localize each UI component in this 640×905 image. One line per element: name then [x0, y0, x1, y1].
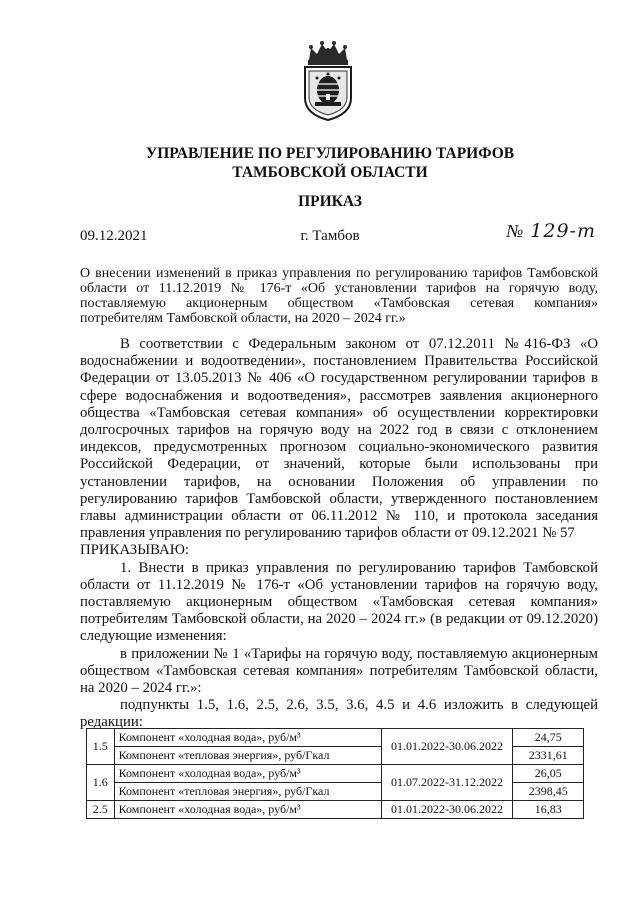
document-type: ПРИКАЗ [298, 193, 362, 210]
org-title-line1: УПРАВЛЕНИЕ ПО РЕГУЛИРОВАНИЮ ТАРИФОВ [145, 145, 515, 162]
order-body [80, 336, 598, 732]
row-number: 1.6 [87, 765, 115, 801]
value-cell: 16,83 [513, 801, 584, 819]
order-city: г. Тамбов [300, 228, 360, 244]
row-number: 1.5 [87, 729, 115, 765]
component-cell: Компонент «холодная вода», руб/м³ [114, 765, 381, 783]
order-number [506, 220, 596, 242]
table-row [87, 801, 584, 819]
component-cell: Компонент «холодная вода», руб/м³ [114, 801, 381, 819]
period-cell: 01.07.2022-31.12.2022 [381, 765, 513, 801]
component-cell: Компонент «холодная вода», руб/м³ [114, 729, 381, 747]
row-number: 2.5 [87, 801, 115, 819]
order-word: ПРИКАЗЫВАЮ: [80, 542, 190, 559]
order-subject: О внесении изменений в приказ управления по регулированию тарифов Тамбовской области от 11.12.2019 № 176-т «Об установлении тарифов на горячую воду, поставляемую акционерным обществом «Тамбовская сетевая компания» потребителям Тамбовской области, на 2020 – 2024 гг.» [80, 266, 598, 326]
tambov-coat-of-arms-icon [297, 40, 359, 122]
org-title-line2: ТАМБОВСКОЙ ОБЛАСТИ [232, 164, 428, 181]
period-cell: 01.01.2022-30.06.2022 [381, 801, 513, 819]
order-date: 09.12.2021 [80, 228, 148, 244]
period-cell: 01.01.2022-30.06.2022 [381, 729, 513, 765]
component-cell: Компонент «тепловая энергия», руб/Гкал [114, 747, 381, 765]
value-cell: 2398,45 [513, 783, 584, 801]
order-number-handwritten: 129-т [530, 220, 596, 242]
component-cell: Компонент «тепловая энергия», руб/Гкал [114, 783, 381, 801]
appendix-paragraph: в приложении № 1 «Тарифы на горячую воду, поставляемую акционерным обществом «Тамбовская сетевая компания» потребителям Тамбовской области, на 2020 – 2024 гг.»: [80, 645, 598, 697]
value-cell: 2331,61 [513, 747, 584, 765]
tariff-table [86, 728, 584, 819]
subpoints-paragraph: подпункты 1.5, 1.6, 2.5, 2.6, 3.5, 3.6, 4.5 и 4.6 изложить в следующей редакции: [80, 697, 598, 731]
table-row [87, 729, 584, 747]
value-cell: 26,05 [513, 765, 584, 783]
organization-title [60, 144, 600, 182]
order-number-prefix: № [506, 221, 525, 241]
item-1-paragraph: 1. Внести в приказ управления по регулированию тарифов Тамбовской области от 11.12.2019 № 176-т «Об установлении тарифов на горячую воду, поставляемую акционерным обществом «Тамбовская сетевая компания» потребителям Тамбовской области, на 2020 – 2024 гг.» (в редакции от 09.12.2020) следующие изменения: [80, 559, 598, 645]
value-cell: 24,75 [513, 729, 584, 747]
preamble-paragraph: В соответствии с Федеральным законом от 07.12.2011 №416-ФЗ «О водоснабжении и водоотведении», постановлением Правительства Российской Федерации от 13.05.2013 № 406 «О государственном регулировании тарифов в сфере водоснабжения и водоотведения», рассмотрев заявления акционерного общества «Тамбовская сетевая компания» об осуществлении корректировки долгосрочных тарифов на горячую воду на 2022 год в связи с отклонением индексов, предусмотренных прогнозом социально-экономического развития Российской Федерации, от значений, которые были использованы при установлении тарифов, на основании Положения об управлении по регулированию тарифов Тамбовской области, утвержденного постановлением главы администрации области от 06.11.2012 № 110, и протокола заседания правления управления по регулированию тарифов области от 09.12.2021 № 57 [80, 336, 598, 542]
table-row [87, 765, 584, 783]
